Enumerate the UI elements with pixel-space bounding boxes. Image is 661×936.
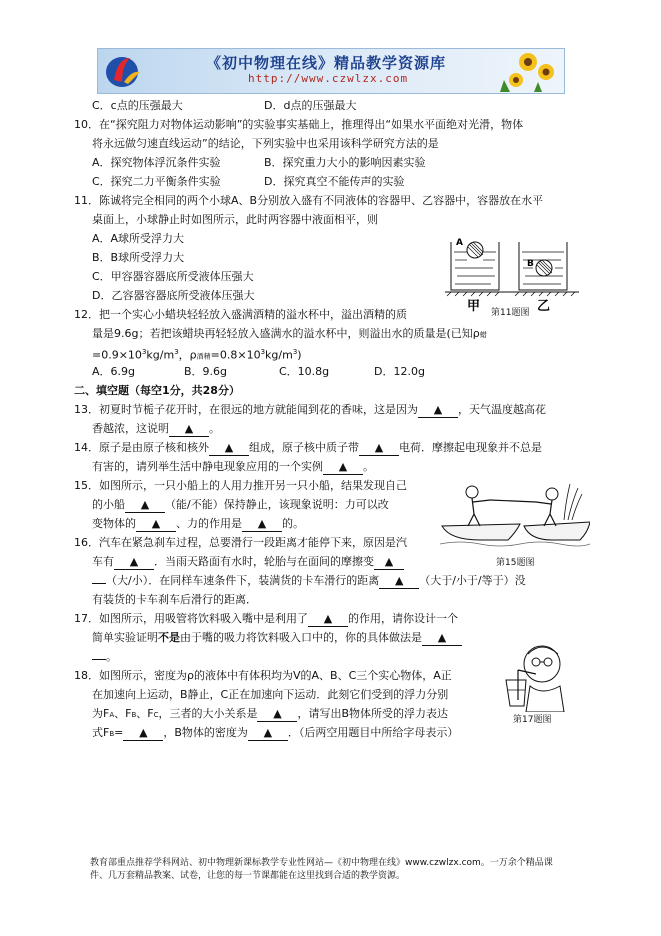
ball-b — [536, 260, 552, 276]
answer-blank[interactable]: ▲ — [359, 441, 399, 456]
q11-stem: 11．陈诚将完全相同的两个小球A、B分别放入盛有不同液体的容器甲、乙容器中，容器放在水平 — [74, 194, 544, 207]
q12-option-d: D．12.0g — [374, 365, 425, 378]
label-b: B — [527, 259, 534, 269]
q16-stem-cont3: 有装货的卡车刹车后滑行的距离． — [92, 593, 257, 606]
q9-options — [74, 96, 589, 115]
q11-option-c: C．甲容器容器底所受液体压强大 — [92, 270, 254, 283]
q10-option-b: B．探究重力大小的影响因素实验 — [264, 156, 426, 169]
q10-option-c: C．探究二力平衡条件实验 — [92, 175, 221, 188]
q10-option-a: A．探究物体浮沉条件实验 — [92, 156, 221, 169]
q13-stem: 13．初夏时节栀子花开时，在很远的地方就能闻到花的香味，这是因为 ▲ ，天气温度越高花 — [74, 403, 546, 416]
site-banner — [97, 48, 565, 94]
q16-stem-cont: 车有 ▲ ．当雨天路面有水时，轮胎与在面间的摩擦变 ▲ — [74, 552, 589, 571]
answer-blank[interactable]: ▲ — [123, 726, 163, 741]
answer-blank[interactable]: ▲ — [248, 726, 288, 741]
answer-blank[interactable]: ▲ — [136, 517, 176, 532]
q12-stem-cont: 量是9.6g；若把该蜡块再轻轻放入盛满水的溢水杯中，则溢出水的质量是(已知ρ蜡 — [92, 327, 487, 340]
q16-stem: 16．汽车在紧急刹车过程，总要滑行一段距离才能停下来，原因是汽 — [74, 536, 407, 549]
section-heading: 二、填空题（每空1分，共28分） — [74, 384, 240, 397]
ball-a — [467, 242, 483, 258]
q12-option-a: A．6.9g — [92, 365, 136, 378]
q17-stem: 17．如图所示，用吸管将饮料吸入嘴中是利用了 ▲ 的作用，请你设计一个 — [74, 612, 458, 625]
page-footer — [90, 857, 580, 883]
banner-url[interactable]: http://www.czwlzx.com — [248, 72, 409, 85]
answer-blank[interactable] — [92, 583, 106, 584]
figure-15-boats — [440, 480, 590, 550]
q15-stem: 15．如图所示，一只小船上的人用力推开另一只小船，结果发现自己 — [74, 479, 407, 492]
footer-line-1: 教育部重点推荐学科网站、初中物理新课标教学专业性网站—《初中物理在线》www.czwlzx.com。一万余个精品课 — [90, 858, 553, 868]
q12-stem-density: $=0.9\times 10^3kg/m^3$，ρ酒精$=0.8\times 10^3kg/m^3$) — [92, 348, 302, 362]
q10-option-d: D．探究真空不能传声的实验 — [264, 175, 405, 188]
q18-stem-cont: 在加速向上运动，B静止，C正在加速向下运动．此刻它们受到的浮力分别 — [92, 688, 449, 701]
label-jia: 甲 — [467, 299, 481, 314]
answer-blank[interactable]: ▲ — [125, 498, 165, 513]
q18-stem-cont3: 式FB= ▲ ，B物体的密度为 ▲ ．（后两空用题目中所给字母表示） — [92, 726, 459, 739]
q10-options-row2 — [74, 172, 589, 191]
q15-stem-cont2: 变物体的 ▲ 、力的作用是 ▲ 的。 — [92, 517, 304, 530]
q9-option-c: C．c点的压强最大 — [92, 99, 183, 112]
q13-stem-cont: 香越浓，这说明 ▲ 。 — [92, 422, 220, 435]
label-a: A — [456, 238, 463, 248]
answer-blank[interactable]: ▲ — [374, 555, 404, 570]
site-logo-icon — [104, 52, 144, 90]
answer-blank[interactable]: ▲ — [323, 460, 363, 475]
label-yi: 乙 — [537, 299, 551, 314]
q18-stem: 18．如图所示，密度为ρ的液体中有体积均为V的A、B、C三个实心物体，A正 — [74, 669, 452, 682]
answer-blank[interactable]: ▲ — [418, 403, 458, 418]
answer-blank[interactable]: ▲ — [422, 631, 462, 646]
answer-blank[interactable]: ▲ — [114, 555, 154, 570]
q11-option-a: A．A球所受浮力大 — [92, 232, 185, 245]
q12-stem: 12．把一个实心小蜡块轻轻放入盛满酒精的溢水杯中，溢出酒精的质 — [74, 308, 407, 321]
answer-blank[interactable] — [92, 659, 106, 660]
q14-stem: 14．原子是由原子核和核外 ▲ 组成，原子核中质子带 ▲ 电荷．摩擦起电现象并不总是 — [74, 441, 542, 454]
q12-options — [74, 362, 589, 381]
footer-line-2: 件、几万套精品教案、试卷，让您的每一节课都能在这里找到合适的教学资源。 — [90, 871, 406, 881]
answer-blank[interactable]: ▲ — [257, 707, 297, 722]
q11-option-d: D．乙容器容器底所受液体压强大 — [92, 289, 255, 302]
q15-stem-cont: 的小船 ▲ （能/不能）保持静止，该现象说明：力可以改 — [92, 498, 389, 511]
figure-11-containers — [443, 232, 583, 314]
q14-stem-cont: 有害的，请列举生活中静电现象应用的一个实例 ▲ 。 — [92, 460, 374, 473]
figure-15-caption: 第15题图 — [496, 558, 535, 568]
sunflower-icon — [490, 50, 560, 92]
banner-title: 《初中物理在线》精品教学资源库 — [206, 54, 447, 72]
figure-17-straw — [502, 640, 572, 712]
answer-blank[interactable]: ▲ — [242, 517, 282, 532]
answer-blank[interactable]: ▲ — [209, 441, 249, 456]
answer-blank[interactable]: ▲ — [169, 422, 209, 437]
q12-option-b: B．9.6g — [184, 365, 228, 378]
q18-stem-cont2: 为FA、FB、FC，三者的大小关系是 ▲ ，请写出B物体所受的浮力表达 — [92, 707, 449, 720]
q17-stem-cont: 简单实验证明不是由于嘴的吸力将饮料吸入口中的，你的具体做法是 ▲ — [74, 628, 589, 647]
q10-stem: 10．在“探究阻力对物体运动影响”的实验事实基础上，推理得出“如果水平面绝对光滑，物体 — [74, 118, 524, 131]
q11-stem-cont: 桌面上，小球静止时如图所示，此时两容器中液面相平，则 — [92, 213, 378, 226]
q12-option-c: C．10.8g — [279, 365, 330, 378]
q16-stem-cont2: （大/小）．在同样车速条件下，装满货的卡车滑行的距离 ▲ （大于/小于/等于）没 — [74, 571, 589, 590]
q10-stem-cont: 将永远做匀速直线运动”的结论，下列实验中也采用该科学研究方法的是 — [92, 137, 439, 150]
figure-17-caption: 第17题图 — [513, 715, 552, 725]
q10-options-row1 — [74, 153, 589, 172]
figure-11-caption: 第11题图 — [491, 308, 530, 318]
q9-option-d: D．d点的压强最大 — [264, 99, 357, 112]
q11-option-b: B．B球所受浮力大 — [92, 251, 185, 264]
q17-stem-cont2: 。 — [74, 647, 589, 666]
answer-blank[interactable]: ▲ — [308, 612, 348, 627]
answer-blank[interactable]: ▲ — [379, 574, 419, 589]
